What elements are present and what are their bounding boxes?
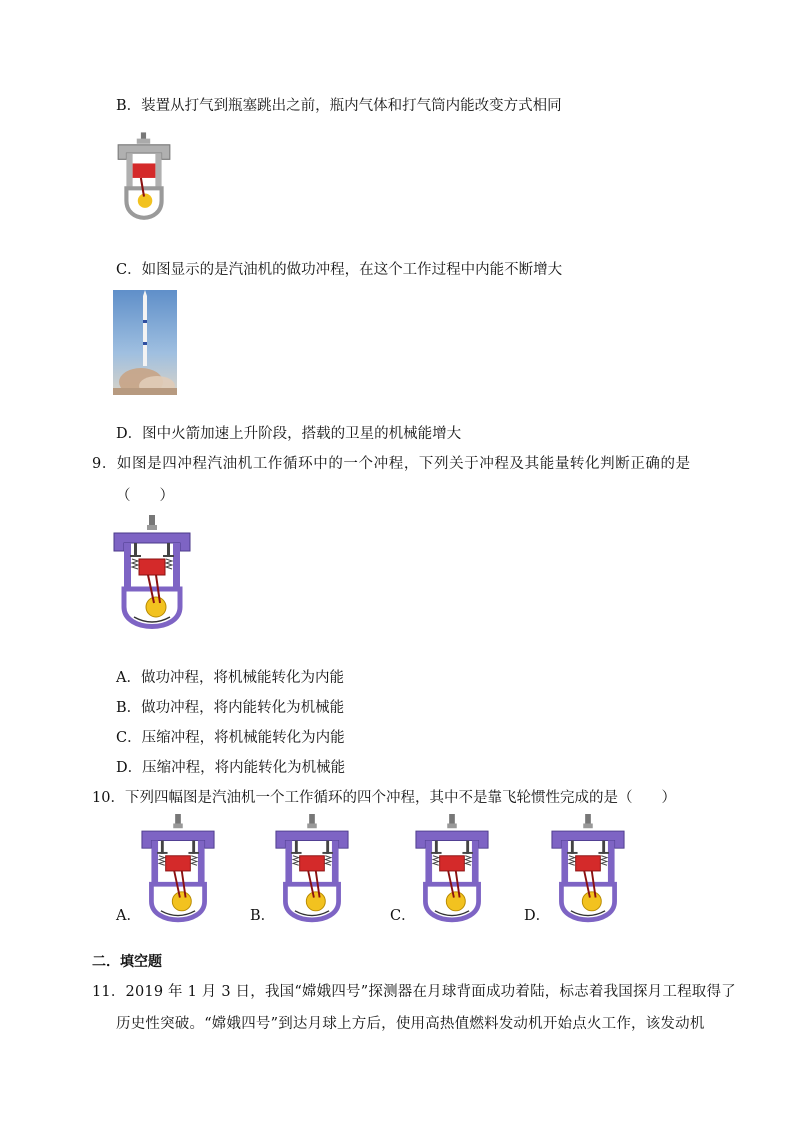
q8-option-b: B．装置从打气到瓶塞跳出之前，瓶内气体和打气筒内能改变方式相同 <box>116 98 562 114</box>
pump-engine-figure <box>114 132 174 228</box>
q9-stem: 9．如图是四冲程汽油机工作循环中的一个冲程，下列关于冲程及其能量转化判断正确的是 <box>92 456 691 472</box>
q10-label-d: D． <box>524 908 551 924</box>
q9-engine-figure <box>112 514 192 634</box>
q9-option-a: A．做功冲程，将机械能转化为内能 <box>116 670 344 686</box>
q9-option-b: B．做功冲程，将内能转化为机械能 <box>116 700 345 716</box>
q9-option-c: C．压缩冲程，将机械能转化为内能 <box>116 730 345 746</box>
q8-option-c: C．如图显示的是汽油机的做功冲程，在这个工作过程中内能不断增大 <box>116 262 563 278</box>
q9-option-d: D．压缩冲程，将内能转化为机械能 <box>116 760 346 776</box>
q9-blank: （ ） <box>116 488 174 504</box>
rocket-photo <box>113 290 177 395</box>
q10-label-b: B． <box>250 908 276 924</box>
q10-engine-b <box>272 814 352 926</box>
q8-option-d: D．图中火箭加速上升阶段，搭载的卫星的机械能增大 <box>116 426 462 442</box>
q10-label-c: C． <box>390 908 416 924</box>
q10-engine-c <box>412 814 492 926</box>
q10-engine-a <box>138 814 218 926</box>
q10-engine-d <box>548 814 628 926</box>
q11-line-2: 历史性突破。“嫦娥四号”到达月球上方后，使用高热值燃料发动机开始点火工作，该发动机 <box>116 1016 705 1032</box>
q10-label-a: A． <box>116 908 141 924</box>
q10-stem: 10．下列四幅图是汽油机一个工作循环的四个冲程，其中不是靠飞轮惯性完成的是（ ） <box>92 790 676 806</box>
q11-line-1: 11．2019 年 1 月 3 日，我国“嫦娥四号”探测器在月球背面成功着陆，标志着我国探月工程取得了 <box>92 984 736 1000</box>
section-title: 二．填空题 <box>92 954 162 970</box>
